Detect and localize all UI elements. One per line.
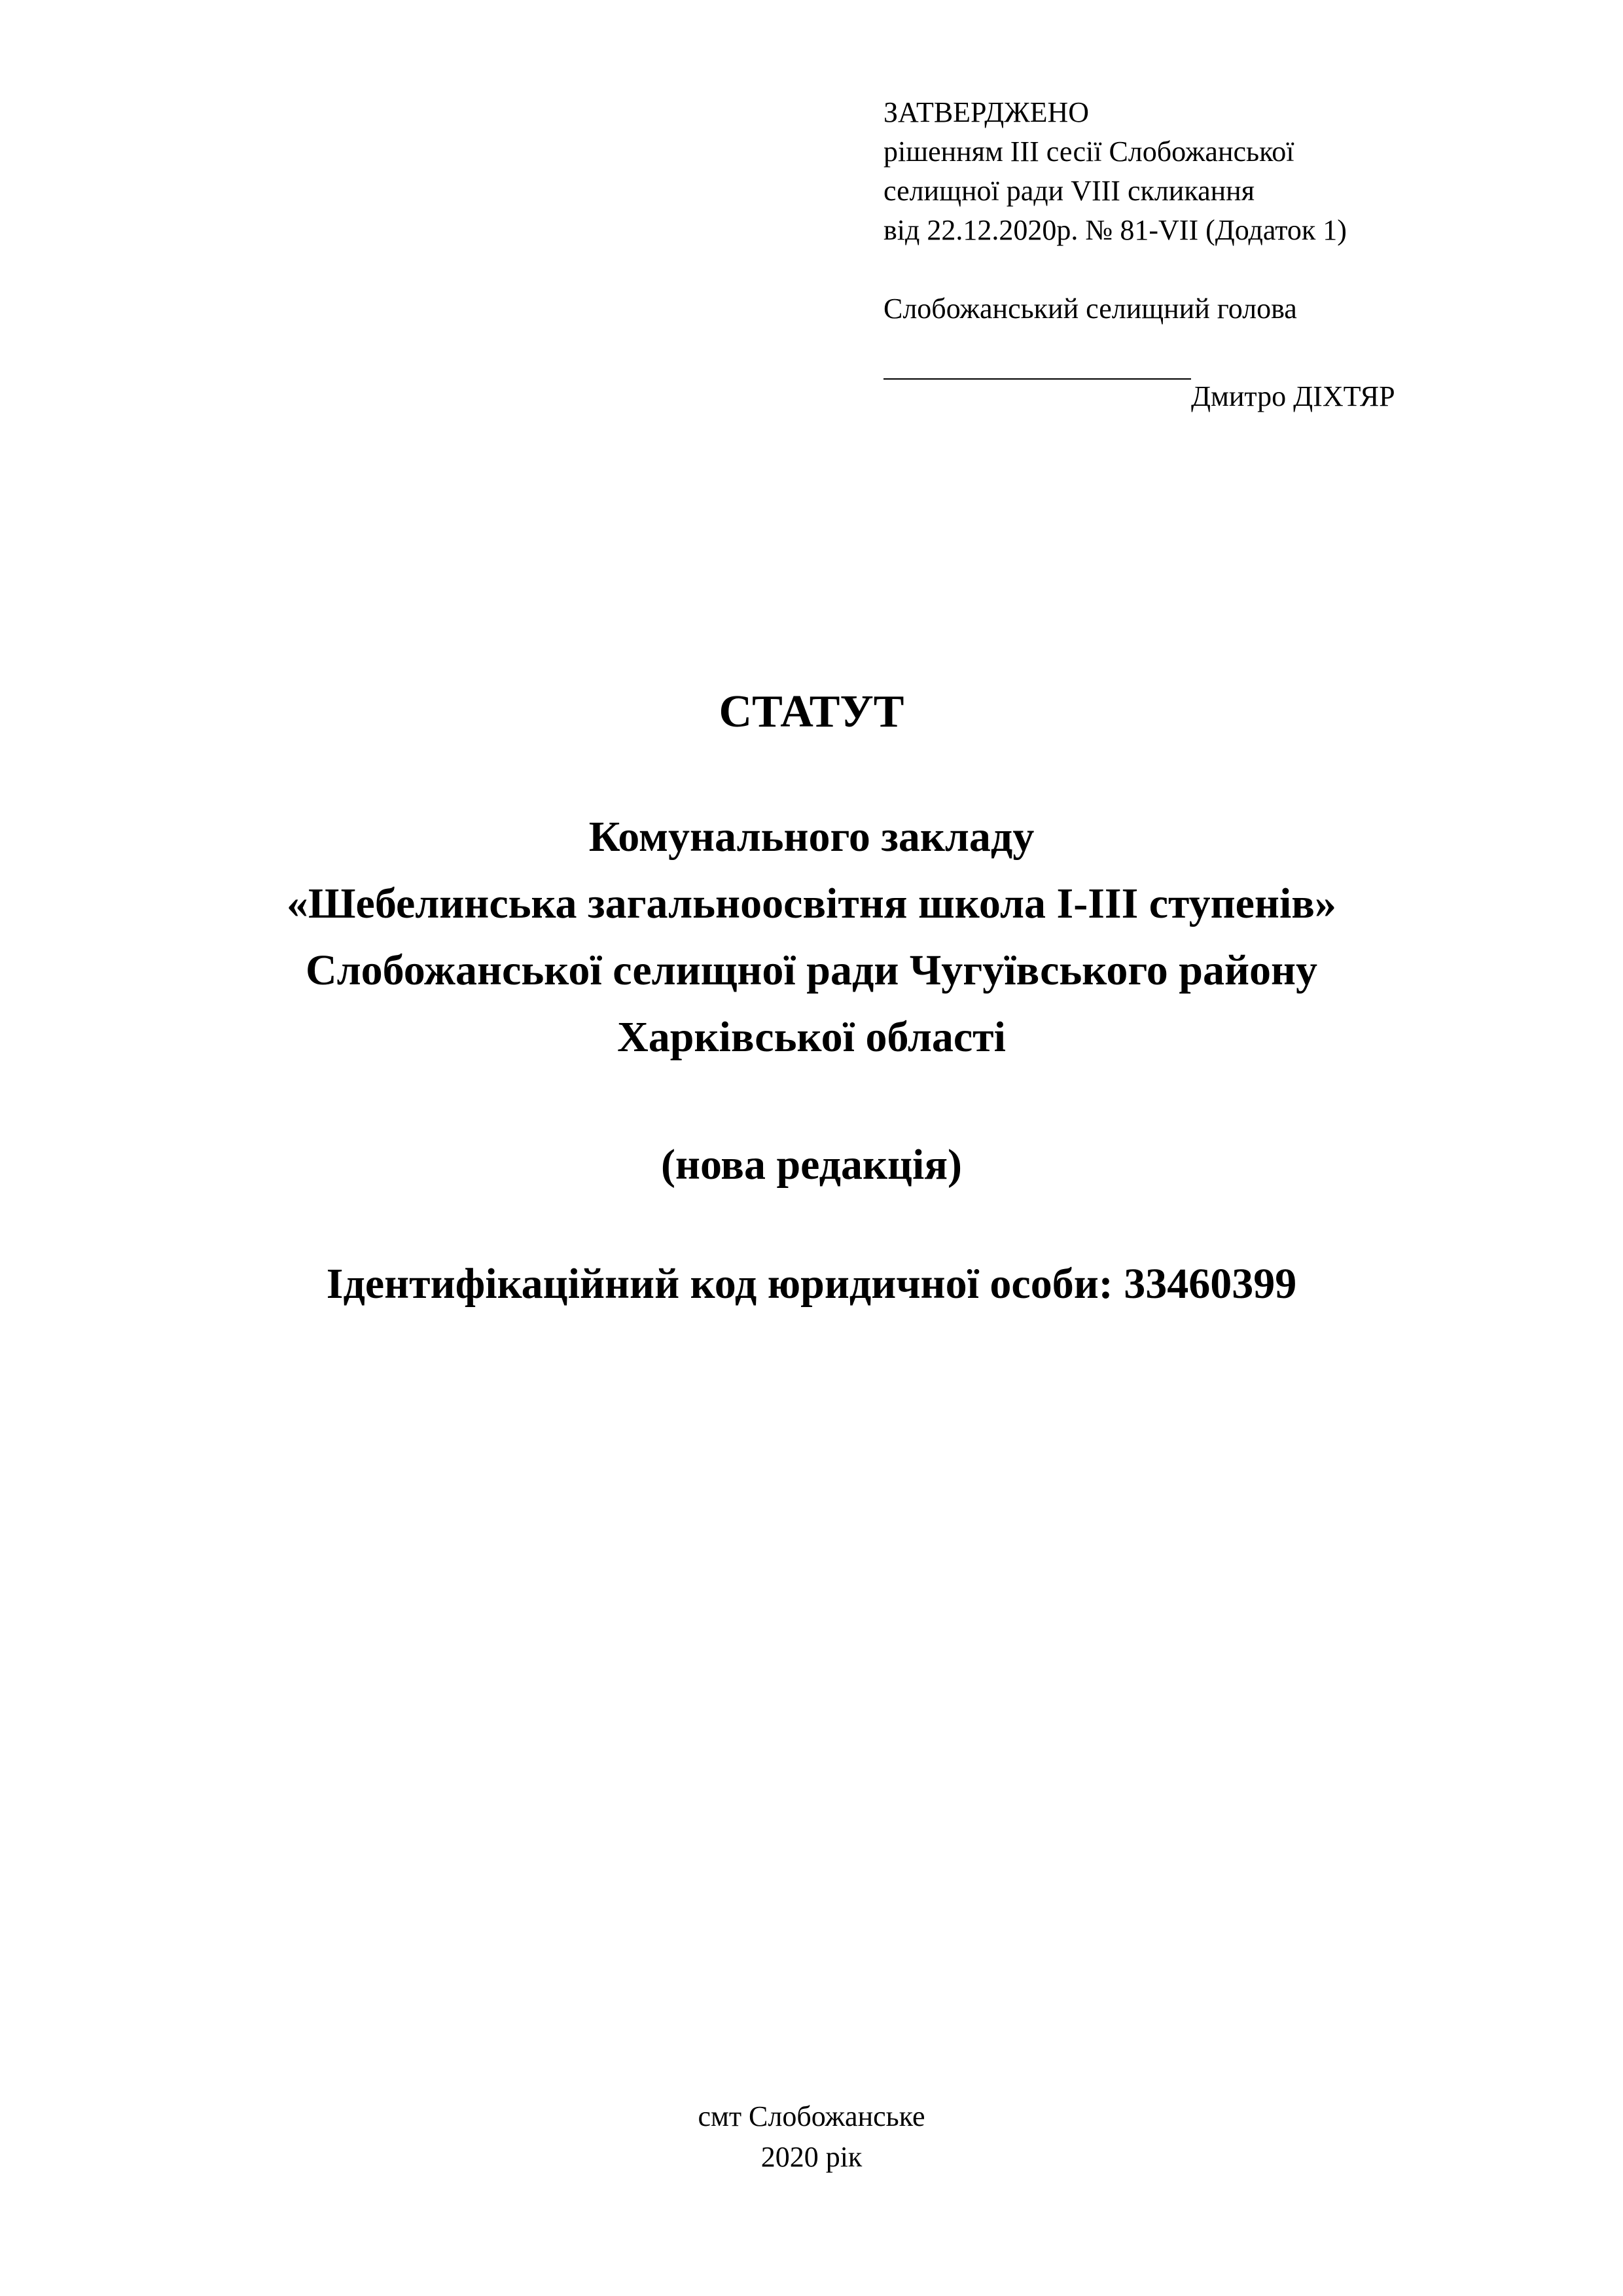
approval-council-line: селищної ради VIII скликання: [883, 175, 1255, 207]
approval-head-title: Слобожанський селищний голова: [883, 293, 1297, 325]
approval-block: [883, 93, 1472, 420]
signature-row: [883, 342, 1472, 420]
footer-year: 2020 рік: [760, 2141, 863, 2173]
signer-name: Дмитро ДІХТЯР: [1191, 380, 1395, 412]
footer-place: смт Слобожанське: [698, 2100, 925, 2132]
subtitle-line-school-name: «Шебелинська загальноосвітня школа І-ІІІ ступенів»: [287, 880, 1336, 927]
approval-spacer: [883, 250, 1472, 289]
document-subtitle: [0, 804, 1623, 1071]
approval-decision-line: рішенням ІІІ сесії Слобожанської: [883, 135, 1294, 168]
footer: [0, 2096, 1623, 2178]
document-title: СТАТУТ: [719, 687, 904, 737]
legal-entity-code: Ідентифікаційний код юридичної особи: 33460399: [326, 1260, 1297, 1308]
subtitle-line-region: Харківської області: [617, 1013, 1006, 1061]
subtitle-line-council: Слобожанської селищної ради Чугуївського району: [305, 946, 1318, 994]
signature-line: [883, 378, 1191, 380]
approval-date-line: від 22.12.2020р. № 81-VII (Додаток 1): [883, 214, 1347, 246]
approval-heading: ЗАТВЕРДЖЕНО: [883, 96, 1090, 128]
subtitle-line-institution-type: Комунального закладу: [588, 813, 1035, 861]
edition-note: (нова редакція): [660, 1141, 963, 1189]
